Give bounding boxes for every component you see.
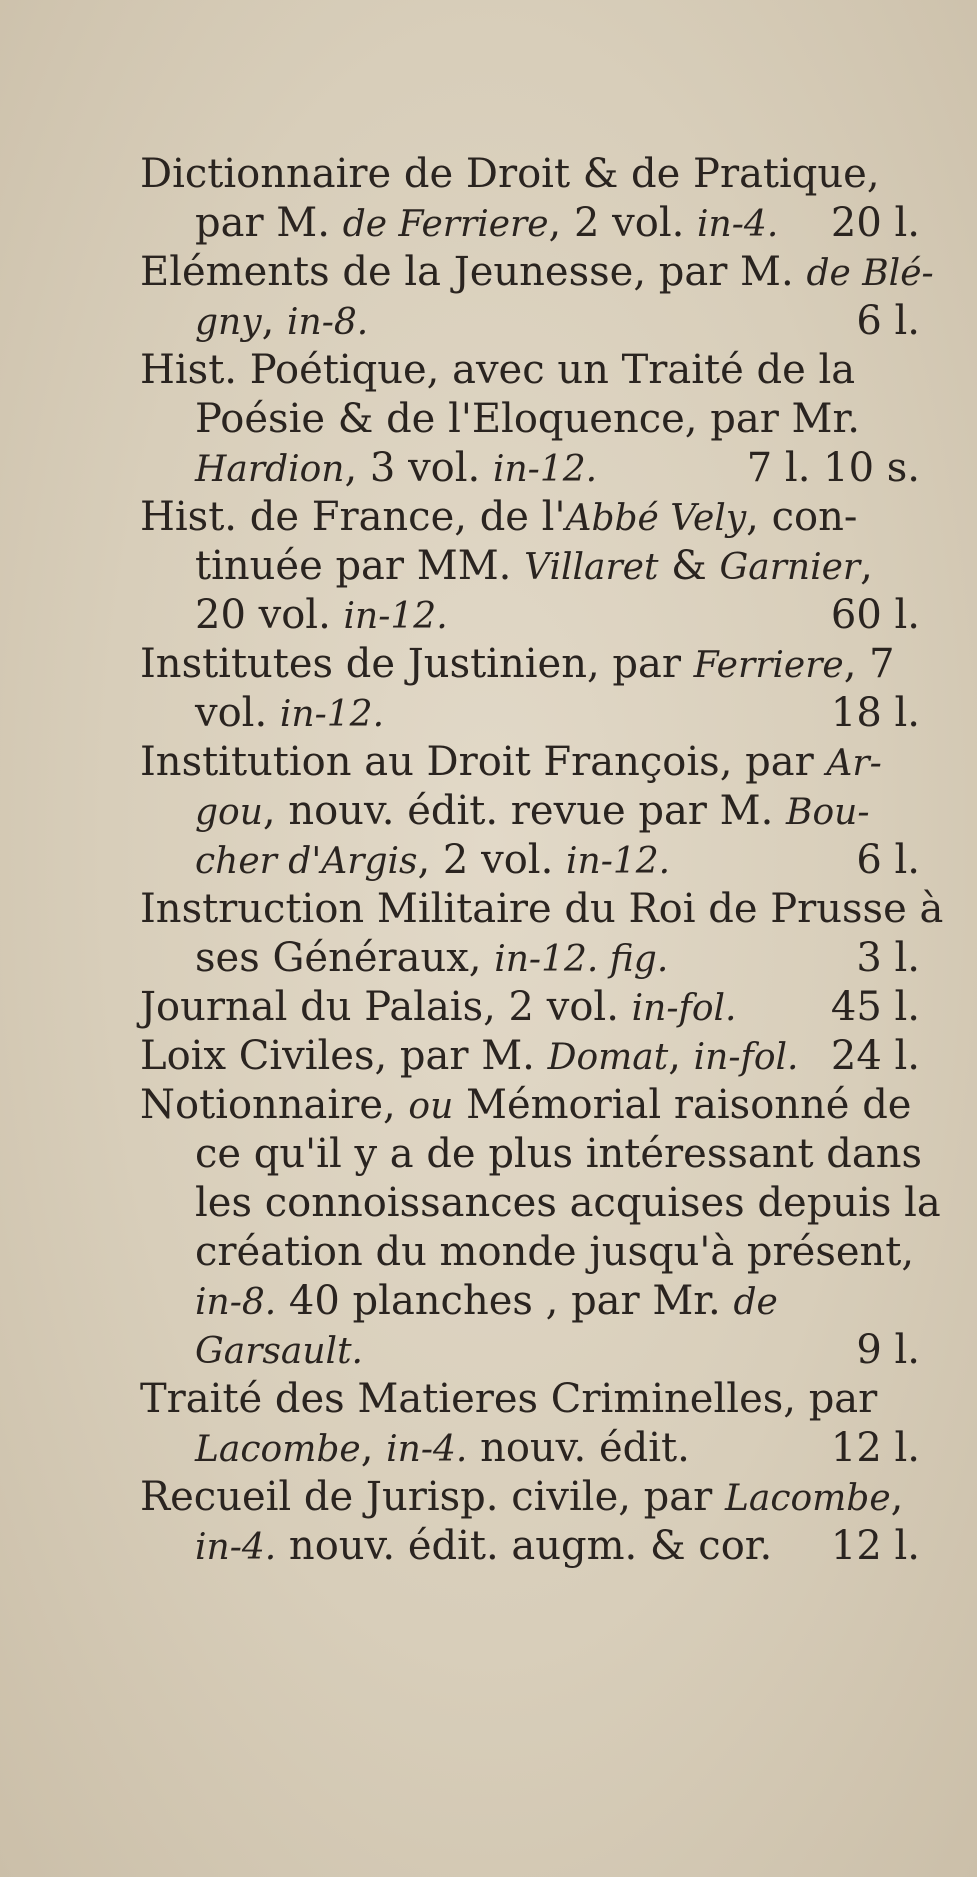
entry-italic-text: Bou-	[786, 792, 870, 833]
entry-italic-text: Garnier	[719, 547, 861, 588]
entry-italic-text: in-8.	[195, 1282, 277, 1323]
entry-text: Institutes de Justinien, par	[140, 641, 694, 687]
entry-title-line	[140, 248, 940, 297]
entry-italic-text: gny	[195, 302, 262, 343]
entry-text: , nouv. édit. revue par M.	[262, 788, 787, 834]
entry-continuation-line	[140, 1522, 940, 1571]
entry-italic-text: in-8.	[287, 302, 369, 343]
entry-continuation-line	[140, 836, 940, 885]
entry-text: Mémorial raisonné de	[453, 1082, 912, 1128]
entry-italic-text: in-fol.	[693, 1037, 799, 1078]
entry-italic-text: Hardion	[195, 449, 345, 490]
entry-price: 12 l.	[830, 1425, 920, 1471]
entry-price: 6 l.	[856, 837, 920, 883]
entry-price: 3 l.	[856, 935, 920, 981]
entry-continuation-line	[140, 934, 940, 983]
entry-italic-text: gou	[195, 792, 263, 833]
entry-price: 24 l.	[830, 1033, 920, 1079]
entry-price: 12 l.	[830, 1523, 920, 1569]
entry-price: 60 l.	[830, 592, 920, 638]
entry-title-line	[140, 1081, 940, 1130]
entry-continuation-line	[140, 297, 940, 346]
entry-text: Recueil de Jurisp. civile, par	[140, 1474, 725, 1520]
entry-text: , 7	[843, 641, 895, 687]
entry-text: ,	[668, 1033, 694, 1079]
entry-text: Loix Civiles, par M.	[140, 1033, 548, 1079]
entry-title-line	[140, 1473, 940, 1522]
catalog-entry	[140, 1032, 940, 1081]
entry-title-line	[140, 983, 940, 1032]
entry-price: 45 l.	[830, 984, 920, 1030]
entry-text: nouv. édit. augm. & cor.	[276, 1523, 773, 1569]
entry-text: ,	[360, 1425, 387, 1471]
entry-text: ,	[860, 543, 873, 589]
entry-text: , 2 vol.	[417, 837, 566, 883]
entry-italic-text: in-4.	[697, 204, 779, 245]
entry-italic-text: cher d'Argis	[195, 841, 418, 882]
entry-text: Notionnaire,	[140, 1082, 409, 1128]
entry-text: ,	[890, 1474, 904, 1520]
entry-price: 7 l. 10 s.	[746, 445, 920, 491]
entry-text: Poésie & de l'Eloquence, par Mr.	[195, 396, 860, 442]
entry-title-line	[140, 1032, 940, 1081]
entry-italic-text: Abbé Vely	[565, 498, 747, 539]
entry-text: tinuée par MM.	[195, 543, 525, 589]
entry-italic-text: Lacombe	[195, 1429, 361, 1470]
entry-italic-text: Ar-	[826, 743, 882, 784]
entry-continuation-line	[140, 689, 940, 738]
entry-text: , 3 vol.	[344, 445, 493, 491]
entry-title-line	[140, 640, 940, 689]
entry-text: Journal du Palais, 2 vol.	[140, 984, 632, 1030]
entry-text: 20 vol.	[195, 592, 344, 638]
entry-text: par M.	[195, 200, 343, 246]
entry-title-line	[140, 493, 940, 542]
entry-continuation-line	[140, 395, 940, 444]
entry-italic-text: in-12. fig.	[494, 939, 669, 980]
entry-text: création du monde jusqu'à présent,	[195, 1229, 915, 1275]
entry-continuation-line	[140, 1228, 940, 1277]
entry-italic-text: de	[733, 1282, 778, 1323]
entry-text: ,	[261, 298, 288, 344]
catalog-entry	[140, 640, 940, 738]
entry-italic-text: in-4.	[195, 1527, 277, 1568]
entry-continuation-line	[140, 787, 940, 836]
entry-italic-text: Villaret	[524, 547, 659, 588]
catalog-entry	[140, 738, 940, 885]
entry-price: 18 l.	[830, 690, 920, 736]
catalog-entry	[140, 493, 940, 640]
entry-italic-text: in-12.	[492, 449, 598, 490]
entry-text: Eléments de la Jeunesse, par M.	[140, 249, 807, 295]
entry-text: , 2 vol.	[548, 200, 698, 246]
catalog-list	[140, 150, 944, 1571]
entry-title-line	[140, 738, 940, 787]
entry-italic-text: in-4.	[386, 1429, 468, 1470]
entry-title-line	[140, 346, 940, 395]
entry-italic-text: Lacombe	[724, 1478, 891, 1519]
entry-text: ses Généraux,	[195, 935, 495, 981]
entry-continuation-line	[140, 1326, 940, 1375]
entry-italic-text: in-12.	[279, 694, 385, 735]
entry-title-line	[140, 885, 944, 934]
entry-title-line	[140, 1375, 940, 1424]
entry-italic-text: de Ferriere	[342, 204, 549, 245]
entry-text: Institution au Droit François, par	[140, 739, 827, 785]
entry-continuation-line	[140, 444, 940, 493]
catalog-entry	[140, 346, 940, 493]
entry-text: 40 planches , par Mr.	[276, 1278, 734, 1324]
entry-continuation-line	[140, 1424, 940, 1473]
entry-continuation-line	[140, 591, 940, 640]
entry-italic-text: Garsault.	[195, 1331, 363, 1372]
entry-continuation-line	[140, 199, 940, 248]
entry-italic-text: in-12.	[566, 841, 671, 882]
entry-italic-text: de Blé-	[806, 253, 934, 294]
catalog-entry	[140, 150, 940, 248]
entry-italic-text: Domat	[547, 1037, 669, 1078]
entry-continuation-line	[140, 542, 940, 591]
entry-text: Hist. Poétique, avec un Traité de la	[140, 347, 856, 393]
entry-continuation-line	[140, 1277, 940, 1326]
entry-text: Instruction Militaire du Roi de Prusse à	[140, 886, 944, 932]
catalog-entry	[140, 1375, 940, 1473]
catalog-entry	[140, 248, 940, 346]
entry-price: 9 l.	[856, 1327, 920, 1373]
entry-text: Dictionnaire de Droit & de Pratique,	[140, 151, 880, 197]
catalog-entry	[140, 885, 944, 983]
catalog-entry	[140, 983, 940, 1032]
entry-text: , con-	[746, 494, 858, 540]
entry-italic-text: in-fol.	[631, 988, 737, 1029]
entry-italic-text: Ferriere	[693, 645, 844, 686]
entry-continuation-line	[140, 1179, 940, 1228]
entry-price: 6 l.	[856, 298, 920, 344]
catalog-entry	[140, 1473, 940, 1571]
entry-text: vol.	[195, 690, 280, 736]
entry-title-line	[140, 150, 940, 199]
entry-text: &	[658, 543, 720, 589]
entry-text: ce qu'il y a de plus intéressant dans	[195, 1131, 923, 1177]
entry-italic-text: ou	[408, 1086, 454, 1127]
entry-text: nouv. édit.	[467, 1425, 690, 1471]
catalog-entry	[140, 1081, 940, 1375]
entry-text: Traité des Matieres Criminelles, par	[140, 1376, 878, 1422]
entry-price: 20 l.	[830, 200, 920, 246]
entry-continuation-line	[140, 1130, 940, 1179]
entry-italic-text: in-12.	[343, 596, 448, 637]
entry-text: les connoissances acquises depuis la	[195, 1180, 941, 1226]
entry-text: Hist. de France, de l'	[140, 494, 566, 540]
